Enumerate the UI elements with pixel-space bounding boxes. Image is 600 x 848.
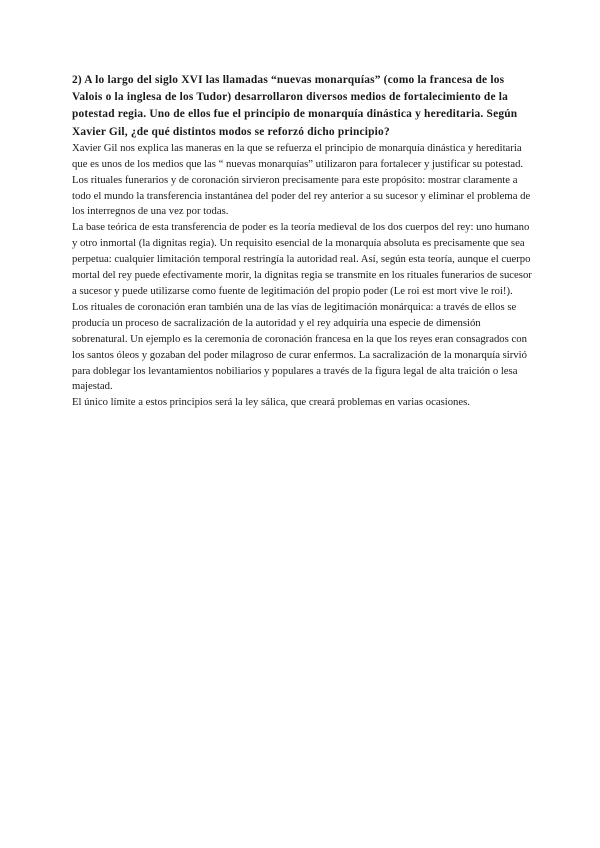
document-body [72,72,532,411]
paragraph-coronation: Los rituales de coronación eran también una de las vías de legitimación monárquica: a través de ellos se producía un proceso de sacralización de la autoridad y el rey adquiría una especie de dimensión sobrenatural. Un ejemplo es la ceremonia de coronación francesa en la que los reyes eran consagrados con los santos óleos y gozaban del poder milagroso de curar enfermos. La sacralización de la monarquía sirvió para doblegar los levantamientos nobiliarios y populares a través de la figura legal de alta traición o lesa majestad. [72,300,527,393]
paragraph-intro: Xavier Gil nos explica las maneras en la que se refuerza el principio de monarquía dinástica y hereditaria que es unos de los medios que las “ nuevas monarquías” utilizaron para fortalecer y justificar su potestad. [72,141,524,170]
paragraph-two-bodies: La base teórica de esta transferencia de poder es la teoría medieval de los dos cuerpos del rey: uno humano y otro inmortal (la dignitas regia). Un requisito esencial de la monarquía absoluta es precisamente que sea perpetua: cualquier limitación temporal restringía la autoridad real. Así, según esta teoría, aunque el cuerpo mortal del rey puede efectivamente morir, la dignitas regia se transmite en los rituales funerarios de sucesor a sucesor y puede utilizarse como fuente de legitimación del propio poder (Le roi est mort vive le roi!). [72,221,532,297]
question-heading: 2) A lo largo del siglo XVI las llamadas “nuevas monarquías” (como la francesa de los Valois o la inglesa de los Tudor) desarrollaron diversos medios de fortalecimiento de la potestad regia. Uno de ellos fue el principio de monarquía dinástica y hereditaria. Según Xavier Gil, ¿de qué distintos modos se reforzó dicho principio? [72,74,518,138]
paragraph-salic-law: El único límite a estos principios será la ley sálica, que creará problemas en varias ocasiones. [72,396,470,409]
paragraph-rituals: Los rituales funerarios y de coronación sirvieron precisamente para este propósito: mostrar claramente a todo el mundo la transferencia instantánea del poder del rey anterior a su sucesor y eliminar el problema de los interregnos de una vez por todas. [72,173,531,218]
